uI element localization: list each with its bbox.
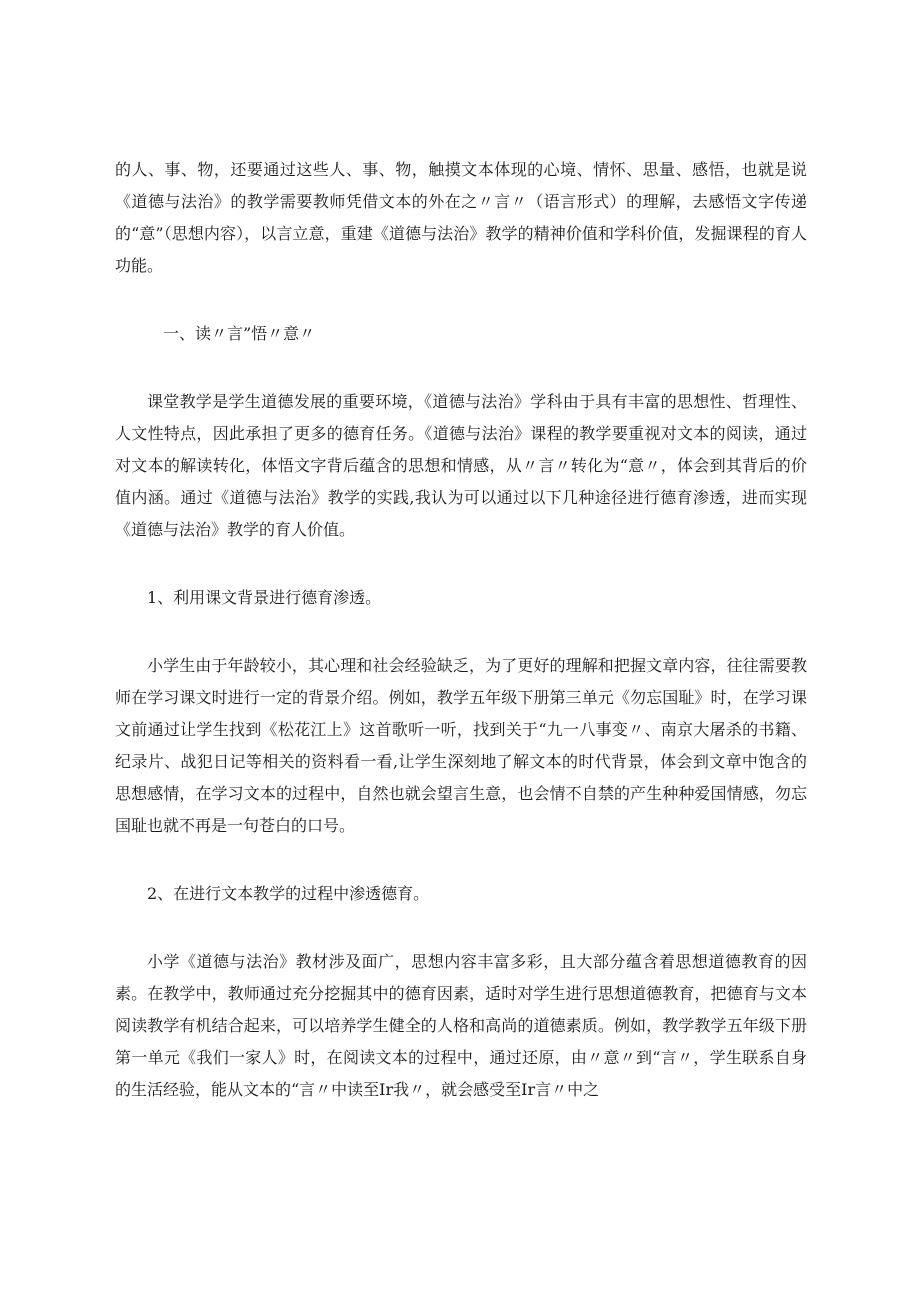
subheading-item-2: 2、在进行文本教学的过程中渗透德育。	[147, 884, 430, 903]
paragraph-body: 小学《道德与法治》教材涉及面广，思想内容丰富多彩，且大部分蕴含着思想道德教育的因素。在教学中，教师通过充分挖掘其中的德育因素，适时对学生进行思想道德教育，把德育与文本阅读教学有机结合起来，可以培养学生健全的人格和高尚的道德素质。例如，教学教学五年级下册第一单元《我们一家人》时，在阅读文本的过程中，通过还原，由〃意〃到“言〃，学生联系自身的生活经验，能从文本的“言〃中读至Ir我〃，就会感受至Ir言〃中之	[115, 952, 807, 1099]
paragraph-body: 小学生由于年龄较小，其心理和社会经验缺乏，为了更好的理解和把握文章内容，往往需要教师在学习课文时进行一定的背景介绍。例如，教学五年级下册第三单元《勿忘国耻》时，在学习课文前通过让学生找到《松花江上》这首歌听一听，找到关于“九一八事变〃、南京大屠杀的书籍、纪录片、战犯日记等相关的资料看一看,让学生深刻地了解文本的时代背景，体会到文章中饱含的思想感情，在学习文本的过程中，自然也就会望言生意，也会情不自禁的产生种种爱国情感，勿忘国耻也就不再是一句苍白的口号。	[115, 656, 807, 835]
paragraph-continuation: 的人、事、物，还要通过这些人、事、物，触摸文本体现的心境、情怀、思量、感悟，也就是说《道德与法治》的教学需要教师凭借文本的外在之〃言〃（语言形式）的理解，去感悟文字传递的“意”（思想内容），以言立意，重建《道德与法治》教学的精神价值和学科价值，发掘课程的育人功能。	[115, 160, 807, 275]
paragraph-body: 课堂教学是学生道德发展的重要环境，《道德与法治》学科由于具有丰富的思想性、哲理性、人文性特点，因此承担了更多的德育任务。《道德与法治》课程的教学要重视对文本的阅读，通过对文本的解读转化，体悟文字背后蕴含的思想和情感，从〃言〃转化为“意〃，体会到其背后的价值内涵。通过《道德与法治》教学的实践,我认为可以通过以下几种途径进行德育渗透，进而实现《道德与法治》教学的育人价值。	[115, 392, 807, 539]
document-body	[115, 154, 807, 1106]
section-heading: 一、读〃言”悟〃意〃	[163, 324, 316, 343]
subheading-item-1: 1、利用课文背景进行德育渗透。	[147, 588, 382, 607]
